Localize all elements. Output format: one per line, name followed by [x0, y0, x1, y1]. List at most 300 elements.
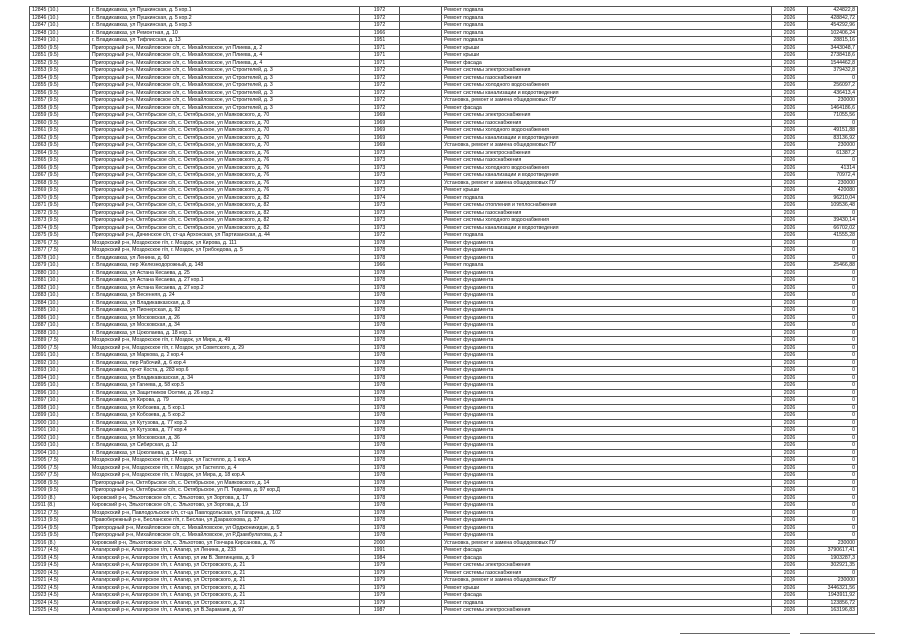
- row-build-year: 1978: [360, 397, 400, 405]
- row-build-year: 1979: [360, 569, 400, 577]
- row-id: 12891 (10.): [30, 352, 90, 360]
- row-id: 12897 (10.): [30, 397, 90, 405]
- row-id: 12894 (10.): [30, 374, 90, 382]
- row-work-type: Ремонт крыши: [442, 187, 772, 195]
- row-empty-cell: [400, 389, 442, 397]
- row-id: 12846 (10.): [30, 14, 90, 22]
- row-address: г. Владикавказ, ул Цоколаева, д. 18 кор.1: [90, 329, 360, 337]
- row-build-year: 1971: [360, 52, 400, 60]
- row-build-year: 1978: [360, 307, 400, 315]
- row-cost: 0: [808, 532, 858, 540]
- row-id: 12876 (7.5): [30, 239, 90, 247]
- row-plan-year: 2026: [772, 532, 808, 540]
- row-build-year: 1978: [360, 449, 400, 457]
- row-id: 12920 (4.5): [30, 569, 90, 577]
- row-build-year: 1978: [360, 404, 400, 412]
- row-cost: 0: [808, 277, 858, 285]
- row-empty-cell: [400, 464, 442, 472]
- table-row: [30, 404, 858, 412]
- row-empty-cell: [400, 209, 442, 217]
- row-build-year: 1978: [360, 314, 400, 322]
- table-row: [30, 532, 858, 540]
- row-address: Алагирский р-н, Алагирское г/п, г. Алагир, ул Островского, д. 21: [90, 569, 360, 577]
- row-cost: 0: [808, 569, 858, 577]
- row-cost: 0: [808, 307, 858, 315]
- row-plan-year: 2026: [772, 509, 808, 517]
- row-cost: 49151,88: [808, 127, 858, 135]
- row-build-year: 1979: [360, 562, 400, 570]
- row-plan-year: 2026: [772, 112, 808, 120]
- row-plan-year: 2026: [772, 434, 808, 442]
- row-cost: 1544462,8: [808, 59, 858, 67]
- row-plan-year: 2026: [772, 457, 808, 465]
- row-cost: 0: [808, 517, 858, 525]
- row-plan-year: 2026: [772, 517, 808, 525]
- row-empty-cell: [400, 592, 442, 600]
- row-build-year: 1978: [360, 239, 400, 247]
- footer-rule-left: [680, 633, 790, 634]
- row-address: Моздокский р-н, Моздокское г/п, г. Моздок, ул Мира, д. 49: [90, 337, 360, 345]
- row-id: 12856 (9.5): [30, 89, 90, 97]
- row-plan-year: 2026: [772, 344, 808, 352]
- row-id: 12847 (10.): [30, 22, 90, 30]
- row-empty-cell: [400, 434, 442, 442]
- row-cost: 0: [808, 209, 858, 217]
- row-work-type: Ремонт фундамента: [442, 517, 772, 525]
- row-id: 12866 (9.5): [30, 164, 90, 172]
- row-empty-cell: [400, 569, 442, 577]
- table-row: [30, 562, 858, 570]
- row-id: 12878 (10.): [30, 254, 90, 262]
- row-cost: 0: [808, 337, 858, 345]
- row-work-type: Ремонт фундамента: [442, 419, 772, 427]
- row-plan-year: 2026: [772, 254, 808, 262]
- row-empty-cell: [400, 322, 442, 330]
- row-empty-cell: [400, 67, 442, 75]
- row-build-year: 1978: [360, 472, 400, 480]
- row-address: г. Владикавказ, ул Кобозева, д. 5 кор.2: [90, 412, 360, 420]
- row-build-year: 1973: [360, 164, 400, 172]
- row-work-type: Ремонт фундамента: [442, 367, 772, 375]
- table-row: [30, 142, 858, 150]
- row-work-type: Ремонт системы канализации и водоотведения: [442, 89, 772, 97]
- row-cost: 3790617,41: [808, 547, 858, 555]
- row-id: 12857 (9.5): [30, 97, 90, 105]
- row-work-type: Ремонт фундамента: [442, 404, 772, 412]
- table-row: [30, 247, 858, 255]
- table-row: [30, 202, 858, 210]
- row-address: г. Владикавказ, ул Кобозева, д. 5 кор.1: [90, 404, 360, 412]
- row-cost: 0: [808, 502, 858, 510]
- table-row: [30, 127, 858, 135]
- row-cost: 3446321,56: [808, 584, 858, 592]
- row-cost: 0: [808, 494, 858, 502]
- table-row: [30, 584, 858, 592]
- row-id: 12892 (10.): [30, 359, 90, 367]
- row-work-type: Ремонт фундамента: [442, 479, 772, 487]
- row-plan-year: 2026: [772, 119, 808, 127]
- table-row: [30, 322, 858, 330]
- row-empty-cell: [400, 277, 442, 285]
- row-work-type: Установка, ремонт и замена общедомовых ПУ: [442, 577, 772, 585]
- row-cost: 0: [808, 434, 858, 442]
- row-plan-year: 2026: [772, 427, 808, 435]
- row-cost: 0: [808, 239, 858, 247]
- row-empty-cell: [400, 194, 442, 202]
- row-build-year: 1972: [360, 67, 400, 75]
- row-plan-year: 2026: [772, 404, 808, 412]
- row-cost: 2738418,6: [808, 52, 858, 60]
- row-cost: 3443048,7: [808, 44, 858, 52]
- row-cost: 230000: [808, 97, 858, 105]
- row-id: 12887 (10.): [30, 322, 90, 330]
- row-work-type: Ремонт крыши: [442, 52, 772, 60]
- row-build-year: 1978: [360, 532, 400, 540]
- row-cost: 61387,2: [808, 149, 858, 157]
- row-work-type: Ремонт подвала: [442, 194, 772, 202]
- row-plan-year: 2026: [772, 554, 808, 562]
- table-row: [30, 254, 858, 262]
- row-build-year: 1978: [360, 367, 400, 375]
- row-empty-cell: [400, 292, 442, 300]
- row-work-type: Ремонт фундамента: [442, 329, 772, 337]
- row-cost: 424822,8: [808, 7, 858, 15]
- row-build-year: 1972: [360, 7, 400, 15]
- row-work-type: Ремонт системы электроснабжения: [442, 607, 772, 615]
- row-cost: 0: [808, 374, 858, 382]
- row-empty-cell: [400, 524, 442, 532]
- row-build-year: 1971: [360, 59, 400, 67]
- row-empty-cell: [400, 232, 442, 240]
- row-address: Моздокский р-н, Павлодольское с/п, ст-ца Павлодольская, ул Гагарина, д. 102: [90, 509, 360, 517]
- row-cost: 1464186,6: [808, 104, 858, 112]
- row-cost: 230000: [808, 577, 858, 585]
- table-row: [30, 112, 858, 120]
- row-build-year: 1991: [360, 547, 400, 555]
- row-cost: 0: [808, 367, 858, 375]
- row-address: г. Владикавказ, пер Железнодорожный, д. 148: [90, 262, 360, 270]
- row-empty-cell: [400, 44, 442, 52]
- row-empty-cell: [400, 314, 442, 322]
- row-plan-year: 2026: [772, 449, 808, 457]
- row-address: Пригородный р-н, Октябрьское с/п, с. Октябрьское, ул Маяковского, д. 76: [90, 172, 360, 180]
- row-plan-year: 2026: [772, 104, 808, 112]
- row-plan-year: 2026: [772, 419, 808, 427]
- row-empty-cell: [400, 494, 442, 502]
- row-empty-cell: [400, 217, 442, 225]
- row-id: 12922 (4.5): [30, 584, 90, 592]
- row-id: 12885 (10.): [30, 307, 90, 315]
- row-plan-year: 2026: [772, 374, 808, 382]
- row-work-type: Ремонт подвала: [442, 7, 772, 15]
- table-row: [30, 307, 858, 315]
- row-plan-year: 2026: [772, 59, 808, 67]
- row-cost: 66702,02: [808, 224, 858, 232]
- row-address: Кировский р-н, Эльхотовское с/п, с. Эльхотово, ул Зортова, д. 19: [90, 502, 360, 510]
- row-plan-year: 2026: [772, 337, 808, 345]
- row-address: Пригородный р-н, Октябрьское с/п, с. Октябрьское, ул Маяковского, д. 14: [90, 479, 360, 487]
- row-empty-cell: [400, 509, 442, 517]
- row-id: 12882 (10.): [30, 284, 90, 292]
- row-plan-year: 2026: [772, 607, 808, 615]
- row-address: Пригородный р-н, Октябрьское с/п, с. Октябрьское, ул Маяковского, д. 70: [90, 119, 360, 127]
- row-empty-cell: [400, 127, 442, 135]
- table-row: [30, 292, 858, 300]
- row-empty-cell: [400, 374, 442, 382]
- row-address: Моздокский р-н, Моздокское г/п, г. Моздок, ул Мира, д. 18 кор.А: [90, 472, 360, 480]
- row-work-type: Ремонт системы электроснабжения: [442, 112, 772, 120]
- row-id: 12860 (9.5): [30, 119, 90, 127]
- row-id: 12861 (9.5): [30, 127, 90, 135]
- row-address: Пригородный р-н, Михайловское с/п, с. Михайловское, ул Орджоникидзе, д. 5: [90, 524, 360, 532]
- table-row: [30, 172, 858, 180]
- table-row: [30, 187, 858, 195]
- row-plan-year: 2026: [772, 464, 808, 472]
- row-empty-cell: [400, 104, 442, 112]
- row-address: г. Владикавказ, ул Пушкинская, д. 5 кор.2: [90, 14, 360, 22]
- row-work-type: Ремонт системы электроснабжения: [442, 562, 772, 570]
- row-plan-year: 2026: [772, 164, 808, 172]
- row-address: Пригородный р-н, Октябрьское с/п, с. Октябрьское, ул Маяковского, д. 76: [90, 164, 360, 172]
- row-build-year: 1978: [360, 419, 400, 427]
- row-cost: 0: [808, 509, 858, 517]
- row-address: г. Владикавказ, ул Московская, д. 26: [90, 314, 360, 322]
- row-cost: 0: [808, 329, 858, 337]
- row-build-year: 1978: [360, 389, 400, 397]
- row-id: 12908 (9.5): [30, 479, 90, 487]
- row-cost: 454292,96: [808, 22, 858, 30]
- row-work-type: Ремонт подвала: [442, 14, 772, 22]
- row-address: г. Владикавказ, ул Астана Кесаева, д. 27 кор.2: [90, 284, 360, 292]
- row-work-type: Ремонт системы канализации и водоотведения: [442, 134, 772, 142]
- row-empty-cell: [400, 74, 442, 82]
- row-id: 12917 (4.5): [30, 547, 90, 555]
- row-build-year: 1978: [360, 322, 400, 330]
- row-plan-year: 2026: [772, 14, 808, 22]
- row-build-year: 1973: [360, 217, 400, 225]
- row-empty-cell: [400, 472, 442, 480]
- row-build-year: 1973: [360, 172, 400, 180]
- row-empty-cell: [400, 404, 442, 412]
- row-plan-year: 2026: [772, 389, 808, 397]
- row-build-year: 1978: [360, 412, 400, 420]
- row-build-year: 1969: [360, 112, 400, 120]
- table-row: [30, 104, 858, 112]
- row-build-year: 1971: [360, 44, 400, 52]
- table-row: [30, 577, 858, 585]
- row-cost: 256097,2: [808, 82, 858, 90]
- row-plan-year: 2026: [772, 292, 808, 300]
- row-plan-year: 2026: [772, 142, 808, 150]
- table-row: [30, 209, 858, 217]
- row-id: 12924 (4.5): [30, 599, 90, 607]
- row-id: 12854 (9.5): [30, 74, 90, 82]
- row-plan-year: 2026: [772, 352, 808, 360]
- row-id: 12855 (9.5): [30, 82, 90, 90]
- row-plan-year: 2026: [772, 247, 808, 255]
- row-id: 12904 (10.): [30, 449, 90, 457]
- row-work-type: Ремонт фундамента: [442, 487, 772, 495]
- table-row: [30, 119, 858, 127]
- row-address: Пригородный р-н, Октябрьское с/п, с. Октябрьское, ул Маяковского, д. 76: [90, 179, 360, 187]
- row-cost: 0: [808, 382, 858, 390]
- row-build-year: 1978: [360, 517, 400, 525]
- row-plan-year: 2026: [772, 524, 808, 532]
- row-build-year: 1978: [360, 427, 400, 435]
- row-build-year: 1978: [360, 277, 400, 285]
- row-work-type: Ремонт подвала: [442, 37, 772, 45]
- row-id: 12869 (9.5): [30, 187, 90, 195]
- row-work-type: Ремонт подвала: [442, 599, 772, 607]
- row-empty-cell: [400, 577, 442, 585]
- row-work-type: Ремонт фундамента: [442, 254, 772, 262]
- row-build-year: 1978: [360, 457, 400, 465]
- row-address: Моздокский р-н, Моздокское г/п, г. Моздок, ул Советского, д. 29: [90, 344, 360, 352]
- row-id: 12872 (9.5): [30, 209, 90, 217]
- row-id: 12883 (10.): [30, 292, 90, 300]
- row-address: Пригородный р-н, Михайловское с/п, с. Михайловское, ул Строителей, д. 3: [90, 74, 360, 82]
- row-plan-year: 2026: [772, 577, 808, 585]
- row-id: 12868 (9.5): [30, 179, 90, 187]
- row-empty-cell: [400, 142, 442, 150]
- table-row: [30, 389, 858, 397]
- row-work-type: Ремонт фундамента: [442, 307, 772, 315]
- row-work-type: Ремонт фасада: [442, 59, 772, 67]
- row-work-type: Ремонт фундамента: [442, 284, 772, 292]
- row-plan-year: 2026: [772, 472, 808, 480]
- row-empty-cell: [400, 284, 442, 292]
- row-address: г. Владикавказ, ул Кирова, д. 79: [90, 397, 360, 405]
- row-plan-year: 2026: [772, 202, 808, 210]
- row-id: 12858 (9.5): [30, 104, 90, 112]
- table-row: [30, 502, 858, 510]
- table-row: [30, 52, 858, 60]
- row-id: 12912 (7.5): [30, 509, 90, 517]
- row-plan-year: 2026: [772, 7, 808, 15]
- row-address: Пригородный р-н, Октябрьское с/п, с. Октябрьское, ул Маяковского, д. 70: [90, 134, 360, 142]
- row-work-type: Ремонт системы газоснабжения: [442, 74, 772, 82]
- row-plan-year: 2026: [772, 74, 808, 82]
- row-empty-cell: [400, 457, 442, 465]
- row-plan-year: 2026: [772, 584, 808, 592]
- row-work-type: Установка, ремонт и замена общедомовых ПУ: [442, 539, 772, 547]
- row-address: Пригородный р-н, Октябрьское с/п, с. Октябрьское, ул Маяковского, д. 76: [90, 149, 360, 157]
- row-empty-cell: [400, 479, 442, 487]
- row-plan-year: 2026: [772, 599, 808, 607]
- row-cost: 25466,88: [808, 262, 858, 270]
- row-id: 12903 (10.): [30, 442, 90, 450]
- row-plan-year: 2026: [772, 89, 808, 97]
- row-empty-cell: [400, 487, 442, 495]
- table-row: [30, 277, 858, 285]
- table-row: [30, 67, 858, 75]
- row-empty-cell: [400, 202, 442, 210]
- row-build-year: 1978: [360, 344, 400, 352]
- row-address: Моздокский р-н, Моздокское г/п, г. Моздок, ул Грибоедова, д. 5: [90, 247, 360, 255]
- row-cost: 230000: [808, 179, 858, 187]
- row-address: Пригородный р-н, Октябрьское с/п, с. Октябрьское, ул Маяковского, д. 70: [90, 112, 360, 120]
- row-empty-cell: [400, 562, 442, 570]
- row-address: Алагирский р-н, Алагирское г/п, г. Алагир, ул Островского, д. 21: [90, 592, 360, 600]
- row-work-type: Ремонт подвала: [442, 29, 772, 37]
- row-work-type: Ремонт фундамента: [442, 389, 772, 397]
- row-build-year: 1972: [360, 97, 400, 105]
- row-empty-cell: [400, 14, 442, 22]
- row-empty-cell: [400, 89, 442, 97]
- row-build-year: 1984: [360, 554, 400, 562]
- row-work-type: Ремонт фундамента: [442, 374, 772, 382]
- row-id: 12918 (4.5): [30, 554, 90, 562]
- row-empty-cell: [400, 299, 442, 307]
- row-build-year: 1973: [360, 187, 400, 195]
- row-build-year: 1978: [360, 382, 400, 390]
- row-id: 12867 (9.5): [30, 172, 90, 180]
- row-plan-year: 2026: [772, 187, 808, 195]
- table-row: [30, 374, 858, 382]
- row-plan-year: 2026: [772, 412, 808, 420]
- row-cost: 28815,16: [808, 37, 858, 45]
- row-build-year: 1969: [360, 134, 400, 142]
- row-address: Алагирский р-н, Алагирское г/п, г. Алагир, ул Ленина, д. 233: [90, 547, 360, 555]
- row-work-type: Ремонт системы холодного водоснабжения: [442, 217, 772, 225]
- row-build-year: 2000: [360, 539, 400, 547]
- row-address: Пригородный р-н, Михайловское с/п, с. Михайловское, ул Строителей, д. 3: [90, 67, 360, 75]
- row-cost: 0: [808, 412, 858, 420]
- row-empty-cell: [400, 164, 442, 172]
- row-work-type: Ремонт подвала: [442, 22, 772, 30]
- row-cost: 0: [808, 472, 858, 480]
- row-cost: 0: [808, 442, 858, 450]
- row-work-type: Ремонт фундамента: [442, 397, 772, 405]
- row-work-type: Ремонт фундамента: [442, 277, 772, 285]
- row-cost: 0: [808, 314, 858, 322]
- row-empty-cell: [400, 59, 442, 67]
- table-row: [30, 547, 858, 555]
- row-cost: 0: [808, 419, 858, 427]
- row-id: 12911 (8.): [30, 502, 90, 510]
- row-cost: 428842,72: [808, 14, 858, 22]
- row-cost: 1943911,92: [808, 592, 858, 600]
- table-row: [30, 224, 858, 232]
- row-id: 12862 (9.5): [30, 134, 90, 142]
- row-work-type: Ремонт подвала: [442, 262, 772, 270]
- table-row: [30, 262, 858, 270]
- row-build-year: 1978: [360, 509, 400, 517]
- row-empty-cell: [400, 337, 442, 345]
- row-build-year: 1978: [360, 502, 400, 510]
- row-cost: 0: [808, 292, 858, 300]
- row-address: Пригородный р-н, Михайловское с/п, с. Михайловское, ул Строителей, д. 3: [90, 82, 360, 90]
- row-work-type: Ремонт фундамента: [442, 434, 772, 442]
- row-empty-cell: [400, 112, 442, 120]
- row-plan-year: 2026: [772, 67, 808, 75]
- row-cost: 0: [808, 524, 858, 532]
- footer-rule-right: [800, 633, 875, 634]
- program-table-sheet: [29, 6, 857, 615]
- table-row: [30, 509, 858, 517]
- row-build-year: 1973: [360, 209, 400, 217]
- row-id: 12915 (9.5): [30, 532, 90, 540]
- row-plan-year: 2026: [772, 239, 808, 247]
- row-plan-year: 2026: [772, 367, 808, 375]
- row-work-type: Ремонт фундамента: [442, 292, 772, 300]
- table-row: [30, 569, 858, 577]
- row-work-type: Ремонт системы канализации и водоотведения: [442, 172, 772, 180]
- row-address: г. Владикавказ, ул Пушкинская, д. 5 кор.1: [90, 7, 360, 15]
- row-address: г. Владикавказ, ул Кутузова, д. 77 кор.4: [90, 427, 360, 435]
- row-empty-cell: [400, 239, 442, 247]
- table-row: [30, 134, 858, 142]
